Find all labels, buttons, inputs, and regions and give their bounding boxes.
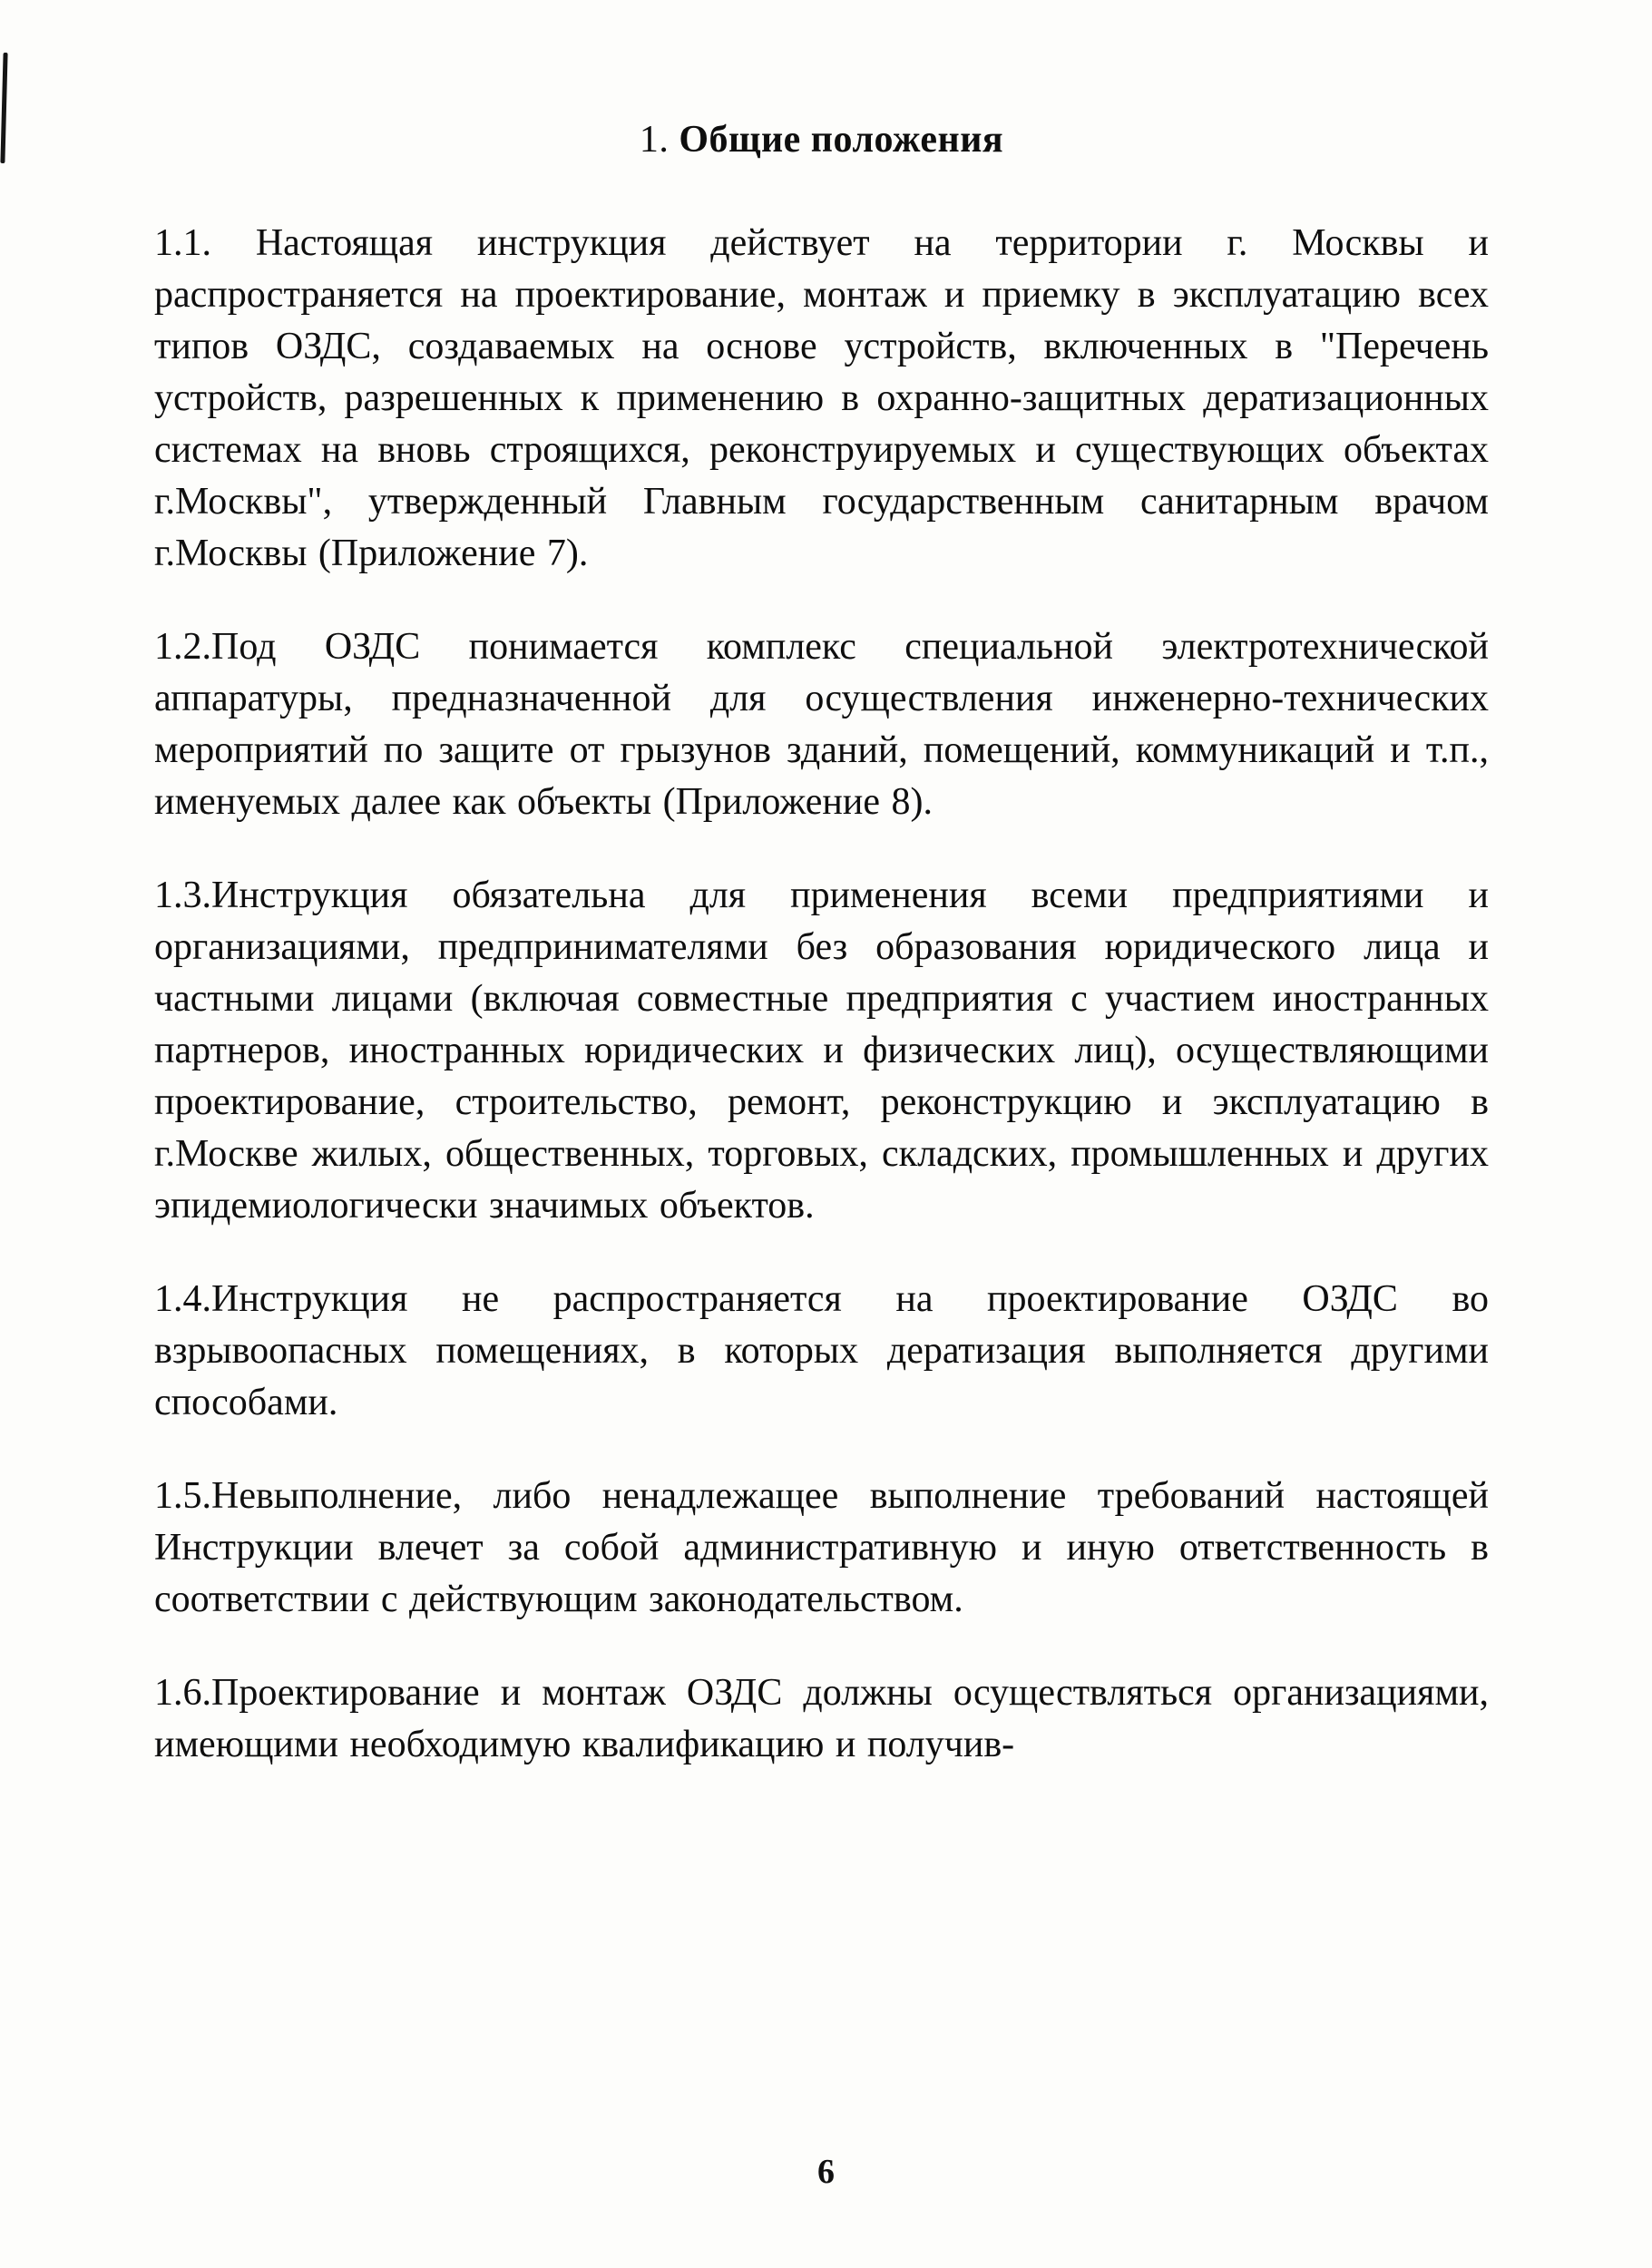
paragraph-1-6: 1.6.Проектирование и монтаж ОЗДС должны осуществляться организациями, имеющими необходимую квалификацию и получив-: [154, 1672, 1489, 1765]
paragraph-1-2: 1.2.Под ОЗДС понимается комплекс специальной электротехнической аппаратуры, предназначенной для осуществления инженерно-технических мероприятий по защите от грызунов зданий, помещений, коммуникаций и т.п., именуемых далее как объекты (Приложение 8).: [154, 626, 1489, 823]
paragraph-1-3: 1.3.Инструкция обязательна для применения всеми предприятиями и организациями, предпринимателями без образования юридического лица и частными лицами (включая совместные предприятия с участием иностранных партнеров, иностранных юридических и физических лиц), осуществляющими проектирование, строительство, ремонт, реконструкцию и эксплуатацию в г.Москве жилых, общественных, торговых, складских, промышленных и других эпидемиологически значимых объектов.: [154, 875, 1489, 1227]
section-title: Общие положения: [679, 119, 1004, 161]
page-number: 6: [817, 2153, 835, 2191]
section-heading: [154, 118, 1489, 161]
paragraph-1-1: 1.1. Настоящая инструкция действует на территории г. Москвы и распространяется на проектирование, монтаж и приемку в эксплуатацию всех типов ОЗДС, создаваемых на основе устройств, включенных в "Перечень устройств, разрешенных к применению в охранно-защитных дератизационных системах на вновь строящихся, реконструируемых и существующих объектах г.Москвы", утвержденный Главным государственным санитарным врачом г.Москвы (Приложение 7).: [154, 222, 1489, 574]
section-number: 1.: [639, 119, 670, 161]
paragraph-1-4: 1.4.Инструкция не распространяется на проектирование ОЗДС во взрывоопасных помещениях, в которых дератизация выполняется другими способами.: [154, 1278, 1489, 1423]
paragraph-1-5: 1.5.Невыполнение, либо ненадлежащее выполнение требований настоящей Инструкции влечет за собой административную и иную ответственность в соответствии с действующим законодательством.: [154, 1475, 1489, 1620]
